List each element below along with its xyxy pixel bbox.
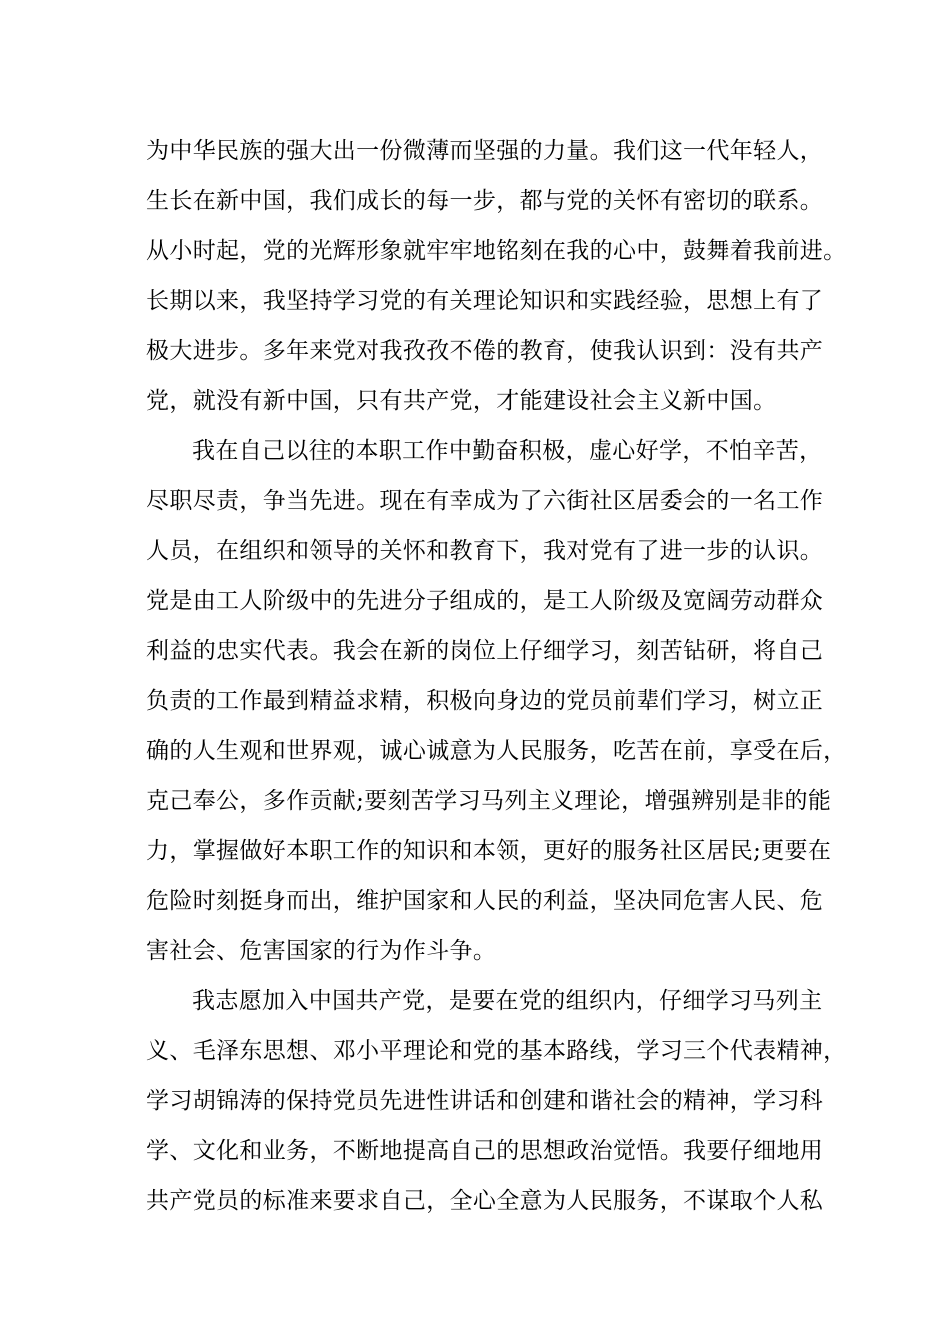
paragraph-2-line-1: 我在自己以往的本职工作中勤奋积极，虚心好学，不怕辛苦， [192,438,823,464]
paragraph-3-line-1: 我志愿加入中国共产党，是要在党的组织内，仔细学习马列主 [192,988,823,1014]
paragraph-2-line-10: 危险时刻挺身而出，维护国家和人民的利益，坚决同危害人民、危 [146,888,824,914]
paragraph-3-line-4: 学、文化和业务，不断地提高自己的思想政治觉悟。我要仔细地用 [146,1138,824,1164]
paragraph-1-line-5: 极大进步。多年来党对我孜孜不倦的教育，使我认识到：没有共产 [146,338,824,364]
paragraph-1-line-4: 长期以来，我坚持学习党的有关理论知识和实践经验，思想上有了 [146,288,824,314]
paragraph-3-line-5: 共产党员的标准来要求自己，全心全意为人民服务，不谋取个人私 [146,1188,824,1214]
paragraph-2-line-3: 人员，在组织和领导的关怀和教育下，我对党有了进一步的认识。 [146,538,824,564]
paragraph-2-line-8: 克己奉公，多作贡献;要刻苦学习马列主义理论，增强辨别是非的能 [146,788,832,814]
paragraph-1-line-2: 生长在新中国，我们成长的每一步，都与党的关怀有密切的联系。 [146,188,824,214]
paragraph-2-line-2: 尽职尽责，争当先进。现在有幸成为了六街社区居委会的一名工作 [146,488,824,514]
paragraph-2-line-9: 力，掌握做好本职工作的知识和本领，更好的服务社区居民;更要在 [146,838,832,864]
paragraph-1-line-3: 从小时起，党的光辉形象就牢牢地铭刻在我的心中，鼓舞着我前进。 [146,238,847,264]
paragraph-1-line-6: 党，就没有新中国，只有共产党，才能建设社会主义新中国。 [146,388,777,414]
paragraph-2-line-6: 负责的工作最到精益求精，积极向身边的党员前辈们学习，树立正 [146,688,824,714]
paragraph-1-line-1: 为中华民族的强大出一份微薄而坚强的力量。我们这一代年轻人， [146,138,824,164]
paragraph-3-line-2: 义、毛泽东思想、邓小平理论和党的基本路线，学习三个代表精神， [146,1038,847,1064]
paragraph-2-line-11: 害社会、危害国家的行为作斗争。 [146,938,497,964]
paragraph-2-line-7: 确的人生观和世界观，诚心诚意为人民服务，吃苦在前，享受在后， [146,738,847,764]
paragraph-3-line-3: 学习胡锦涛的保持党员先进性讲话和创建和谐社会的精神，学习科 [146,1088,824,1114]
paragraph-2-line-4: 党是由工人阶级中的先进分子组成的，是工人阶级及宽阔劳动群众 [146,588,824,614]
paragraph-2-line-5: 利益的忠实代表。我会在新的岗位上仔细学习，刻苦钻研，将自己 [146,638,824,664]
